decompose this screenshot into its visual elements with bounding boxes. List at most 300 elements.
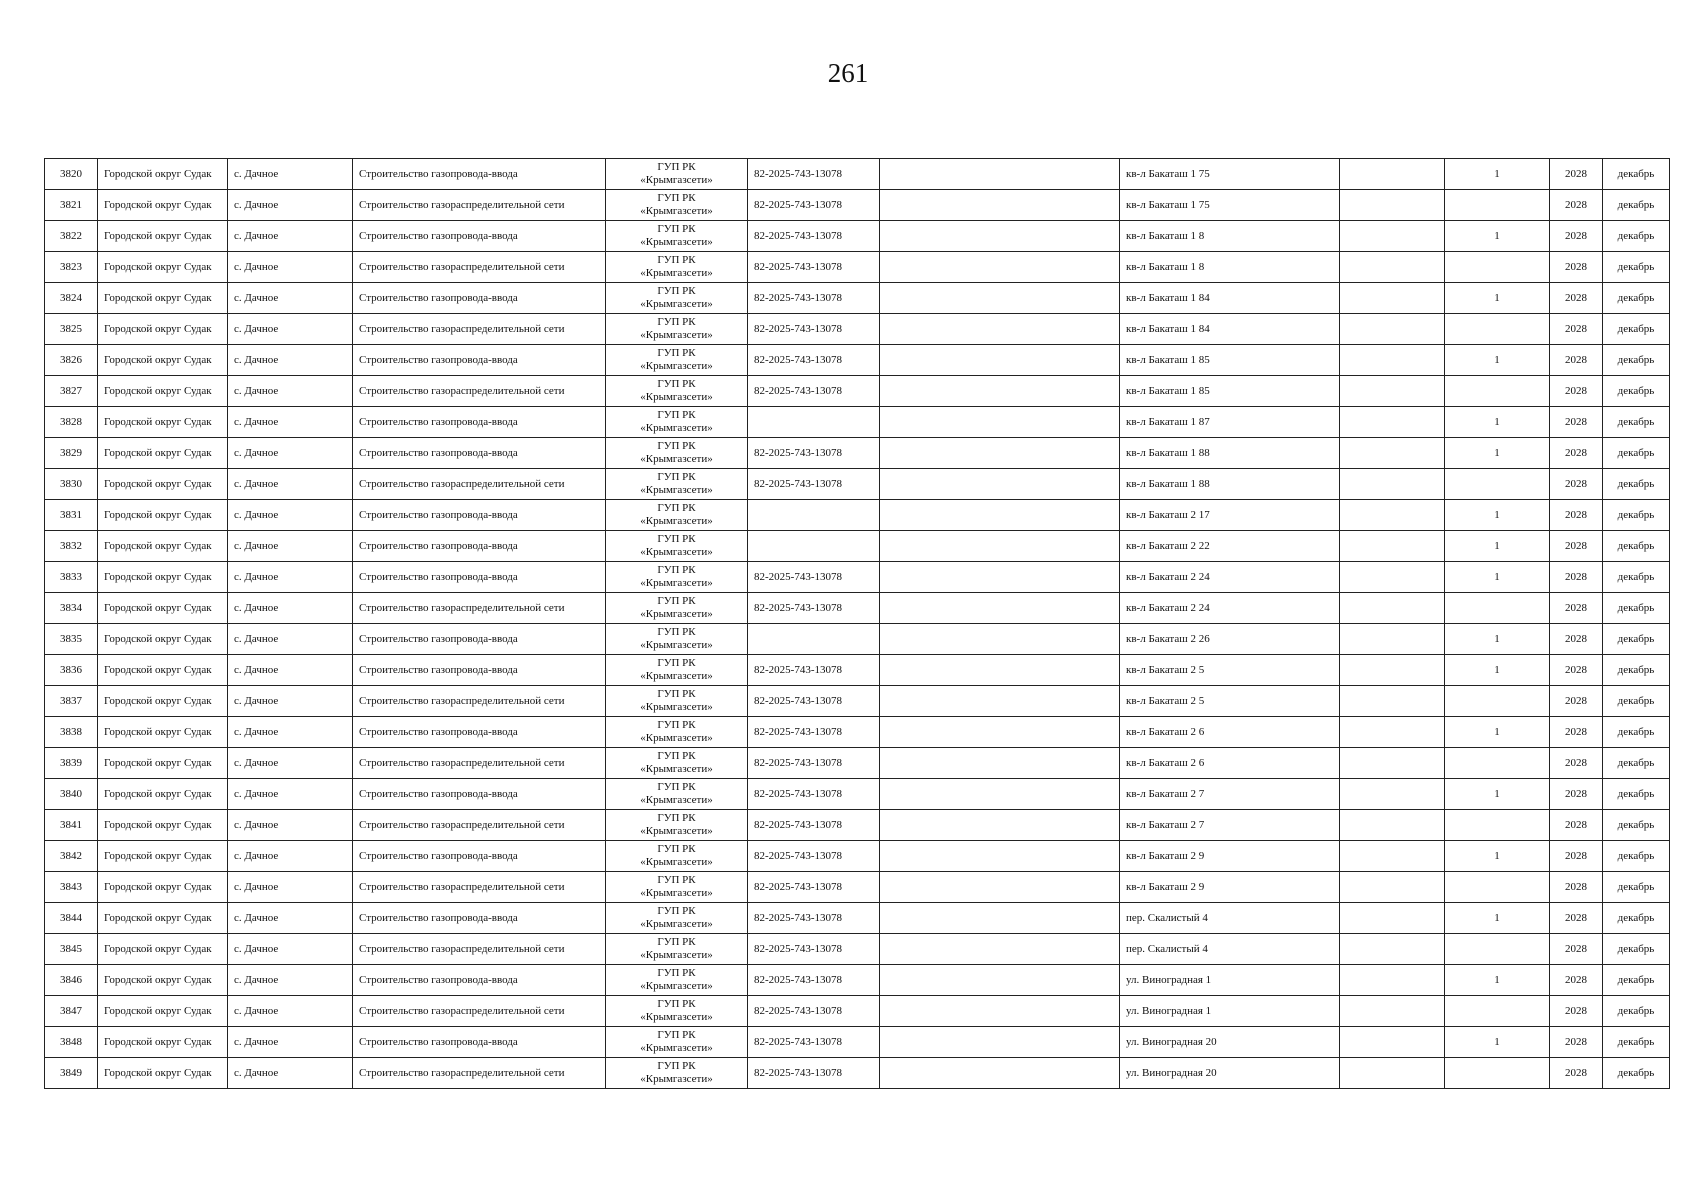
year-cell: 2028	[1550, 593, 1603, 624]
municipality-cell: Городской округ Судак	[98, 469, 228, 500]
address-cell: пер. Скалистый 4	[1120, 934, 1340, 965]
organization-cell	[606, 779, 748, 810]
work-type-cell: Строительство газопровода-ввода	[353, 345, 606, 376]
locality-cell: с. Дачное	[228, 500, 353, 531]
organization-line-1: ГУП РК	[657, 843, 696, 855]
year-cell: 2028	[1550, 190, 1603, 221]
month-cell: декабрь	[1603, 903, 1670, 934]
address-cell: ул. Виноградная 20	[1120, 1027, 1340, 1058]
row-number-cell: 3829	[45, 438, 98, 469]
locality-cell: с. Дачное	[228, 934, 353, 965]
year-cell: 2028	[1550, 252, 1603, 283]
empty-cell	[880, 717, 1120, 748]
quantity-cell: 1	[1445, 159, 1550, 190]
locality-cell: с. Дачное	[228, 965, 353, 996]
quantity-cell: 1	[1445, 903, 1550, 934]
address-cell: пер. Скалистый 4	[1120, 903, 1340, 934]
year-cell: 2028	[1550, 872, 1603, 903]
address-cell: кв-л Бакаташ 2 5	[1120, 655, 1340, 686]
organization-line-1: ГУП РК	[657, 719, 696, 731]
empty-cell	[880, 872, 1120, 903]
locality-cell: с. Дачное	[228, 872, 353, 903]
municipality-cell: Городской округ Судак	[98, 872, 228, 903]
locality-cell: с. Дачное	[228, 748, 353, 779]
organization-line-1: ГУП РК	[657, 750, 696, 762]
table-row	[45, 531, 1670, 562]
empty-cell	[1340, 407, 1445, 438]
empty-cell	[880, 438, 1120, 469]
organization-line-2: «Крымгазсети»	[640, 887, 713, 899]
empty-cell	[1340, 283, 1445, 314]
project-code-cell	[748, 407, 880, 438]
quantity-cell	[1445, 748, 1550, 779]
row-number-cell: 3832	[45, 531, 98, 562]
organization-cell	[606, 500, 748, 531]
municipality-cell: Городской округ Судак	[98, 779, 228, 810]
quantity-cell: 1	[1445, 438, 1550, 469]
project-code-cell: 82-2025-743-13078	[748, 934, 880, 965]
row-number-cell: 3840	[45, 779, 98, 810]
year-cell: 2028	[1550, 376, 1603, 407]
page-number: 261	[827, 58, 869, 88]
address-cell: кв-л Бакаташ 2 9	[1120, 841, 1340, 872]
municipality-cell: Городской округ Судак	[98, 1058, 228, 1089]
quantity-cell: 1	[1445, 407, 1550, 438]
address-cell: кв-л Бакаташ 2 26	[1120, 624, 1340, 655]
quantity-cell: 1	[1445, 562, 1550, 593]
organization-line-1: ГУП РК	[657, 223, 696, 235]
month-cell: декабрь	[1603, 965, 1670, 996]
locality-cell: с. Дачное	[228, 376, 353, 407]
empty-cell	[1340, 810, 1445, 841]
empty-cell	[1340, 965, 1445, 996]
project-code-cell: 82-2025-743-13078	[748, 841, 880, 872]
work-type-cell: Строительство газораспределительной сети	[353, 1058, 606, 1089]
month-cell: декабрь	[1603, 159, 1670, 190]
organization-line-1: ГУП РК	[657, 1029, 696, 1041]
empty-cell	[1340, 159, 1445, 190]
empty-cell	[880, 841, 1120, 872]
organization-cell	[606, 252, 748, 283]
empty-cell	[880, 996, 1120, 1027]
locality-cell: с. Дачное	[228, 190, 353, 221]
table-row	[45, 469, 1670, 500]
address-cell: кв-л Бакаташ 1 8	[1120, 252, 1340, 283]
organization-cell	[606, 283, 748, 314]
quantity-cell: 1	[1445, 500, 1550, 531]
year-cell: 2028	[1550, 469, 1603, 500]
table-row	[45, 903, 1670, 934]
row-number-cell: 3828	[45, 407, 98, 438]
project-code-cell: 82-2025-743-13078	[748, 190, 880, 221]
empty-cell	[880, 965, 1120, 996]
locality-cell: с. Дачное	[228, 438, 353, 469]
quantity-cell	[1445, 376, 1550, 407]
year-cell: 2028	[1550, 500, 1603, 531]
organization-cell	[606, 717, 748, 748]
empty-cell	[1340, 438, 1445, 469]
organization-line-2: «Крымгазсети»	[640, 360, 713, 372]
empty-cell	[1340, 1027, 1445, 1058]
locality-cell: с. Дачное	[228, 717, 353, 748]
organization-line-1: ГУП РК	[657, 502, 696, 514]
organization-cell	[606, 159, 748, 190]
locality-cell: с. Дачное	[228, 903, 353, 934]
table-row	[45, 779, 1670, 810]
organization-line-2: «Крымгазсети»	[640, 329, 713, 341]
row-number-cell: 3831	[45, 500, 98, 531]
quantity-cell	[1445, 996, 1550, 1027]
locality-cell: с. Дачное	[228, 283, 353, 314]
organization-line-2: «Крымгазсети»	[640, 639, 713, 651]
empty-cell	[880, 469, 1120, 500]
row-number-cell: 3844	[45, 903, 98, 934]
year-cell: 2028	[1550, 562, 1603, 593]
address-cell: кв-л Бакаташ 1 84	[1120, 283, 1340, 314]
organization-line-2: «Крымгазсети»	[640, 608, 713, 620]
month-cell: декабрь	[1603, 283, 1670, 314]
year-cell: 2028	[1550, 810, 1603, 841]
address-cell: кв-л Бакаташ 2 24	[1120, 562, 1340, 593]
row-number-cell: 3833	[45, 562, 98, 593]
year-cell: 2028	[1550, 748, 1603, 779]
month-cell: декабрь	[1603, 221, 1670, 252]
organization-cell	[606, 996, 748, 1027]
month-cell: декабрь	[1603, 562, 1670, 593]
organization-line-2: «Крымгазсети»	[640, 422, 713, 434]
empty-cell	[1340, 531, 1445, 562]
month-cell: декабрь	[1603, 345, 1670, 376]
table-row	[45, 1027, 1670, 1058]
organization-cell	[606, 314, 748, 345]
empty-cell	[1340, 996, 1445, 1027]
row-number-cell: 3825	[45, 314, 98, 345]
address-cell: кв-л Бакаташ 2 5	[1120, 686, 1340, 717]
quantity-cell	[1445, 593, 1550, 624]
municipality-cell: Городской округ Судак	[98, 996, 228, 1027]
project-code-cell: 82-2025-743-13078	[748, 376, 880, 407]
address-cell: кв-л Бакаташ 2 9	[1120, 872, 1340, 903]
organization-cell	[606, 593, 748, 624]
month-cell: декабрь	[1603, 190, 1670, 221]
organization-line-1: ГУП РК	[657, 409, 696, 421]
work-type-cell: Строительство газопровода-ввода	[353, 159, 606, 190]
table-row	[45, 965, 1670, 996]
table-row	[45, 500, 1670, 531]
row-number-cell: 3821	[45, 190, 98, 221]
organization-line-1: ГУП РК	[657, 626, 696, 638]
municipality-cell: Городской округ Судак	[98, 376, 228, 407]
project-code-cell: 82-2025-743-13078	[748, 903, 880, 934]
empty-cell	[1340, 221, 1445, 252]
organization-cell	[606, 810, 748, 841]
address-cell: кв-л Бакаташ 1 75	[1120, 190, 1340, 221]
address-cell: кв-л Бакаташ 1 87	[1120, 407, 1340, 438]
year-cell: 2028	[1550, 779, 1603, 810]
month-cell: декабрь	[1603, 686, 1670, 717]
empty-cell	[880, 934, 1120, 965]
work-type-cell: Строительство газопровода-ввода	[353, 438, 606, 469]
year-cell: 2028	[1550, 1058, 1603, 1089]
empty-cell	[880, 1058, 1120, 1089]
organization-line-1: ГУП РК	[657, 874, 696, 886]
organization-line-1: ГУП РК	[657, 192, 696, 204]
empty-cell	[1340, 190, 1445, 221]
table-row	[45, 841, 1670, 872]
empty-cell	[1340, 345, 1445, 376]
empty-cell	[880, 407, 1120, 438]
locality-cell: с. Дачное	[228, 562, 353, 593]
project-code-cell	[748, 500, 880, 531]
address-cell: кв-л Бакаташ 2 7	[1120, 779, 1340, 810]
address-cell: кв-л Бакаташ 2 24	[1120, 593, 1340, 624]
municipality-cell: Городской округ Судак	[98, 841, 228, 872]
project-code-cell: 82-2025-743-13078	[748, 221, 880, 252]
organization-cell	[606, 221, 748, 252]
quantity-cell	[1445, 190, 1550, 221]
empty-cell	[880, 531, 1120, 562]
project-code-cell: 82-2025-743-13078	[748, 872, 880, 903]
project-code-cell: 82-2025-743-13078	[748, 314, 880, 345]
organization-line-1: ГУП РК	[657, 1060, 696, 1072]
municipality-cell: Городской округ Судак	[98, 903, 228, 934]
row-number-cell: 3824	[45, 283, 98, 314]
organization-line-2: «Крымгазсети»	[640, 298, 713, 310]
work-type-cell: Строительство газораспределительной сети	[353, 872, 606, 903]
organization-line-2: «Крымгазсети»	[640, 515, 713, 527]
municipality-cell: Городской округ Судак	[98, 624, 228, 655]
work-type-cell: Строительство газопровода-ввода	[353, 717, 606, 748]
municipality-cell: Городской округ Судак	[98, 159, 228, 190]
organization-line-2: «Крымгазсети»	[640, 670, 713, 682]
empty-cell	[880, 779, 1120, 810]
locality-cell: с. Дачное	[228, 686, 353, 717]
quantity-cell: 1	[1445, 283, 1550, 314]
organization-cell	[606, 407, 748, 438]
year-cell: 2028	[1550, 407, 1603, 438]
municipality-cell: Городской округ Судак	[98, 438, 228, 469]
quantity-cell: 1	[1445, 624, 1550, 655]
month-cell: декабрь	[1603, 624, 1670, 655]
organization-cell	[606, 903, 748, 934]
organization-cell	[606, 934, 748, 965]
work-type-cell: Строительство газопровода-ввода	[353, 624, 606, 655]
work-type-cell: Строительство газораспределительной сети	[353, 748, 606, 779]
locality-cell: с. Дачное	[228, 345, 353, 376]
organization-line-2: «Крымгазсети»	[640, 1042, 713, 1054]
year-cell: 2028	[1550, 438, 1603, 469]
empty-cell	[880, 1027, 1120, 1058]
organization-cell	[606, 748, 748, 779]
municipality-cell: Городской округ Судак	[98, 190, 228, 221]
empty-cell	[1340, 252, 1445, 283]
organization-cell	[606, 469, 748, 500]
empty-cell	[880, 345, 1120, 376]
organization-line-1: ГУП РК	[657, 471, 696, 483]
table-row	[45, 376, 1670, 407]
quantity-cell: 1	[1445, 531, 1550, 562]
municipality-cell: Городской округ Судак	[98, 314, 228, 345]
organization-line-2: «Крымгазсети»	[640, 267, 713, 279]
register-table	[44, 158, 1670, 1089]
organization-line-2: «Крымгазсети»	[640, 949, 713, 961]
locality-cell: с. Дачное	[228, 314, 353, 345]
month-cell: декабрь	[1603, 500, 1670, 531]
month-cell: декабрь	[1603, 1058, 1670, 1089]
organization-line-2: «Крымгазсети»	[640, 453, 713, 465]
quantity-cell	[1445, 686, 1550, 717]
empty-cell	[880, 624, 1120, 655]
quantity-cell: 1	[1445, 345, 1550, 376]
project-code-cell: 82-2025-743-13078	[748, 686, 880, 717]
month-cell: декабрь	[1603, 531, 1670, 562]
table-row	[45, 190, 1670, 221]
municipality-cell: Городской округ Судак	[98, 593, 228, 624]
address-cell: кв-л Бакаташ 2 6	[1120, 717, 1340, 748]
quantity-cell: 1	[1445, 965, 1550, 996]
row-number-cell: 3836	[45, 655, 98, 686]
municipality-cell: Городской округ Судак	[98, 531, 228, 562]
row-number-cell: 3830	[45, 469, 98, 500]
quantity-cell: 1	[1445, 1027, 1550, 1058]
table-row	[45, 996, 1670, 1027]
address-cell: кв-л Бакаташ 1 75	[1120, 159, 1340, 190]
year-cell: 2028	[1550, 934, 1603, 965]
locality-cell: с. Дачное	[228, 593, 353, 624]
locality-cell: с. Дачное	[228, 531, 353, 562]
empty-cell	[880, 655, 1120, 686]
organization-line-2: «Крымгазсети»	[640, 546, 713, 558]
locality-cell: с. Дачное	[228, 624, 353, 655]
year-cell: 2028	[1550, 283, 1603, 314]
organization-cell	[606, 624, 748, 655]
locality-cell: с. Дачное	[228, 407, 353, 438]
organization-line-2: «Крымгазсети»	[640, 577, 713, 589]
empty-cell	[880, 593, 1120, 624]
empty-cell	[1340, 903, 1445, 934]
empty-cell	[880, 500, 1120, 531]
work-type-cell: Строительство газораспределительной сети	[353, 314, 606, 345]
table-row	[45, 810, 1670, 841]
empty-cell	[1340, 624, 1445, 655]
address-cell: кв-л Бакаташ 2 17	[1120, 500, 1340, 531]
locality-cell: с. Дачное	[228, 1027, 353, 1058]
quantity-cell: 1	[1445, 655, 1550, 686]
month-cell: декабрь	[1603, 996, 1670, 1027]
municipality-cell: Городской округ Судак	[98, 562, 228, 593]
municipality-cell: Городской округ Судак	[98, 221, 228, 252]
month-cell: декабрь	[1603, 934, 1670, 965]
project-code-cell	[748, 531, 880, 562]
row-number-cell: 3846	[45, 965, 98, 996]
month-cell: декабрь	[1603, 252, 1670, 283]
year-cell: 2028	[1550, 965, 1603, 996]
organization-line-1: ГУП РК	[657, 657, 696, 669]
address-cell: кв-л Бакаташ 1 88	[1120, 438, 1340, 469]
project-code-cell: 82-2025-743-13078	[748, 965, 880, 996]
row-number-cell: 3847	[45, 996, 98, 1027]
work-type-cell: Строительство газопровода-ввода	[353, 407, 606, 438]
quantity-cell	[1445, 1058, 1550, 1089]
work-type-cell: Строительство газопровода-ввода	[353, 1027, 606, 1058]
table-row	[45, 407, 1670, 438]
organization-line-1: ГУП РК	[657, 316, 696, 328]
quantity-cell	[1445, 252, 1550, 283]
row-number-cell: 3835	[45, 624, 98, 655]
project-code-cell: 82-2025-743-13078	[748, 810, 880, 841]
empty-cell	[1340, 1058, 1445, 1089]
municipality-cell: Городской округ Судак	[98, 810, 228, 841]
month-cell: декабрь	[1603, 655, 1670, 686]
address-cell: ул. Виноградная 20	[1120, 1058, 1340, 1089]
project-code-cell: 82-2025-743-13078	[748, 438, 880, 469]
work-type-cell: Строительство газопровода-ввода	[353, 779, 606, 810]
organization-line-2: «Крымгазсети»	[640, 980, 713, 992]
row-number-cell: 3848	[45, 1027, 98, 1058]
project-code-cell: 82-2025-743-13078	[748, 469, 880, 500]
work-type-cell: Строительство газораспределительной сети	[353, 686, 606, 717]
locality-cell: с. Дачное	[228, 1058, 353, 1089]
empty-cell	[880, 252, 1120, 283]
organization-line-1: ГУП РК	[657, 254, 696, 266]
row-number-cell: 3823	[45, 252, 98, 283]
row-number-cell: 3826	[45, 345, 98, 376]
month-cell: декабрь	[1603, 314, 1670, 345]
year-cell: 2028	[1550, 841, 1603, 872]
row-number-cell: 3839	[45, 748, 98, 779]
work-type-cell: Строительство газораспределительной сети	[353, 593, 606, 624]
month-cell: декабрь	[1603, 717, 1670, 748]
municipality-cell: Городской округ Судак	[98, 655, 228, 686]
address-cell: кв-л Бакаташ 2 22	[1120, 531, 1340, 562]
organization-line-1: ГУП РК	[657, 347, 696, 359]
row-number-cell: 3820	[45, 159, 98, 190]
empty-cell	[880, 903, 1120, 934]
organization-line-2: «Крымгазсети»	[640, 825, 713, 837]
table-row	[45, 562, 1670, 593]
empty-cell	[1340, 469, 1445, 500]
organization-line-2: «Крымгазсети»	[640, 174, 713, 186]
work-type-cell: Строительство газопровода-ввода	[353, 500, 606, 531]
month-cell: декабрь	[1603, 748, 1670, 779]
table-row	[45, 593, 1670, 624]
organization-line-2: «Крымгазсети»	[640, 1073, 713, 1085]
work-type-cell: Строительство газораспределительной сети	[353, 810, 606, 841]
project-code-cell: 82-2025-743-13078	[748, 593, 880, 624]
empty-cell	[880, 283, 1120, 314]
project-code-cell: 82-2025-743-13078	[748, 283, 880, 314]
empty-cell	[1340, 686, 1445, 717]
empty-cell	[880, 314, 1120, 345]
table-row	[45, 934, 1670, 965]
month-cell: декабрь	[1603, 1027, 1670, 1058]
locality-cell: с. Дачное	[228, 655, 353, 686]
table-row	[45, 252, 1670, 283]
quantity-cell: 1	[1445, 779, 1550, 810]
quantity-cell	[1445, 469, 1550, 500]
organization-line-1: ГУП РК	[657, 781, 696, 793]
year-cell: 2028	[1550, 655, 1603, 686]
municipality-cell: Городской округ Судак	[98, 686, 228, 717]
work-type-cell: Строительство газораспределительной сети	[353, 934, 606, 965]
work-type-cell: Строительство газопровода-ввода	[353, 841, 606, 872]
month-cell: декабрь	[1603, 469, 1670, 500]
organization-line-1: ГУП РК	[657, 564, 696, 576]
project-code-cell: 82-2025-743-13078	[748, 748, 880, 779]
row-number-cell: 3842	[45, 841, 98, 872]
project-code-cell: 82-2025-743-13078	[748, 655, 880, 686]
locality-cell: с. Дачное	[228, 810, 353, 841]
